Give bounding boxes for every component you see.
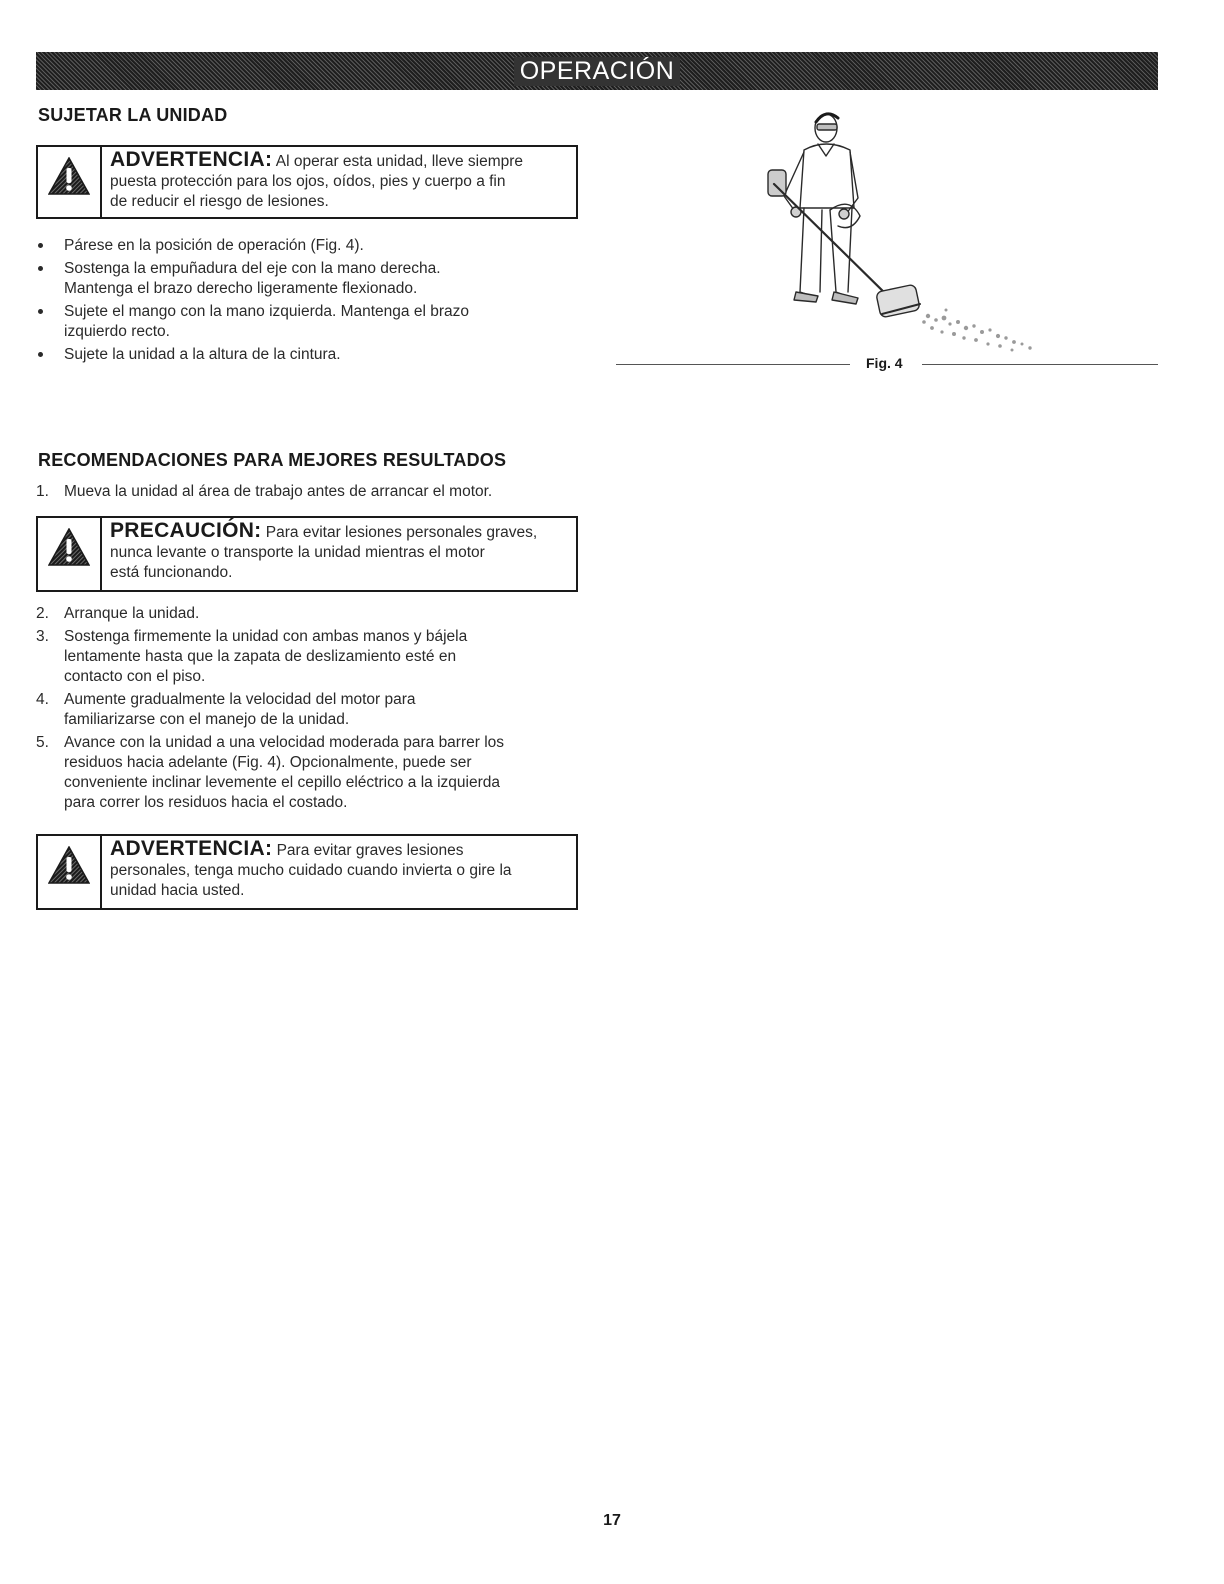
warning-title: ADVERTENCIA: bbox=[110, 148, 273, 171]
bullet-dot bbox=[38, 352, 43, 357]
step-line: residuos hacia adelante (Fig. 4). Opcionalmente, puede ser bbox=[64, 754, 472, 771]
bullet-line: Sujete la unidad a la altura de la cintura. bbox=[64, 346, 341, 363]
bullet-line: Párese en la posición de operación (Fig. 4). bbox=[64, 237, 364, 254]
list-item bbox=[36, 690, 596, 730]
bullet-line: izquierdo recto. bbox=[64, 323, 170, 340]
list-item bbox=[36, 627, 596, 687]
warning-text bbox=[102, 836, 520, 908]
step-list-first bbox=[36, 482, 596, 505]
bullet-dot bbox=[38, 309, 43, 314]
step-number: 1. bbox=[36, 483, 49, 500]
caution-line: nunca levante o transporte la unidad mientras el motor bbox=[110, 544, 485, 561]
bullet-line: Sostenga la empuñadura del eje con la mano derecha. bbox=[64, 260, 441, 277]
figure-rule-left bbox=[616, 364, 850, 365]
warning-line: puesta protección para los ojos, oídos, pies y cuerpo a fin bbox=[110, 173, 506, 190]
warning-box-reverse bbox=[36, 834, 578, 910]
list-item bbox=[36, 302, 596, 342]
bullet-list-holding bbox=[36, 236, 596, 368]
caution-body-start: Para evitar lesiones personales graves, bbox=[265, 524, 538, 541]
warning-title: ADVERTENCIA: bbox=[110, 837, 273, 860]
caution-title: PRECAUCIÓN: bbox=[110, 519, 262, 542]
warning-box-protection bbox=[36, 145, 578, 219]
page-number: 17 bbox=[603, 1512, 621, 1529]
warning-icon-cell bbox=[38, 836, 102, 908]
step-line: lentamente hasta que la zapata de deslizamiento esté en bbox=[64, 648, 457, 665]
warning-line: de reducir el riesgo de lesiones. bbox=[110, 193, 329, 210]
section-banner bbox=[36, 52, 1158, 90]
step-number: 2. bbox=[36, 605, 49, 622]
caution-text bbox=[102, 518, 545, 590]
section-heading-sujetar: SUJETAR LA UNIDAD bbox=[38, 105, 228, 125]
warning-triangle-icon bbox=[48, 528, 90, 566]
step-line: Arranque la unidad. bbox=[64, 605, 200, 622]
step-number: 4. bbox=[36, 691, 49, 708]
figure-rule-right bbox=[922, 364, 1158, 365]
caution-line: está funcionando. bbox=[110, 564, 233, 581]
bullet-line: Sujete el mango con la mano izquierda. Mantenga el brazo bbox=[64, 303, 469, 320]
section-heading-recomendaciones: RECOMENDACIONES PARA MEJORES RESULTADOS bbox=[38, 450, 507, 470]
step-line: Aumente gradualmente la velocidad del motor para bbox=[64, 691, 416, 708]
banner-title: OPERACIÓN bbox=[514, 57, 681, 86]
list-item bbox=[36, 604, 596, 624]
warning-line: personales, tenga mucho cuidado cuando invierta o gire la bbox=[110, 862, 512, 879]
step-line: conveniente inclinar levemente el cepillo eléctrico a la izquierda bbox=[64, 774, 500, 791]
step-line: Mueva la unidad al área de trabajo antes de arrancar el motor. bbox=[64, 483, 493, 500]
warning-text bbox=[102, 147, 531, 217]
step-line: contacto con el piso. bbox=[64, 668, 206, 685]
bullet-dot bbox=[38, 243, 43, 248]
list-item bbox=[36, 733, 596, 813]
figure-operator-illustration bbox=[760, 100, 1050, 362]
warning-icon-cell bbox=[38, 518, 102, 590]
step-number: 3. bbox=[36, 628, 49, 645]
warning-line: unidad hacia usted. bbox=[110, 882, 245, 899]
caution-box-lifting bbox=[36, 516, 578, 592]
step-number: 5. bbox=[36, 734, 49, 751]
warning-body-start: Para evitar graves lesiones bbox=[276, 842, 464, 859]
list-item bbox=[36, 236, 596, 256]
bullet-dot bbox=[38, 266, 43, 271]
figure-caption: Fig. 4 bbox=[866, 355, 903, 371]
step-line: Avance con la unidad a una velocidad moderada para barrer los bbox=[64, 734, 505, 751]
list-item bbox=[36, 482, 596, 502]
step-line: familiarizarse con el manejo de la unidad. bbox=[64, 711, 350, 728]
warning-triangle-icon bbox=[48, 157, 90, 195]
step-line: para correr los residuos hacia el costado. bbox=[64, 794, 348, 811]
step-line: Sostenga firmemente la unidad con ambas manos y bájela bbox=[64, 628, 468, 645]
bullet-line: Mantenga el brazo derecho ligeramente flexionado. bbox=[64, 280, 418, 297]
step-list-rest bbox=[36, 604, 596, 816]
warning-triangle-icon bbox=[48, 846, 90, 884]
warning-body-start: Al operar esta unidad, lleve siempre bbox=[275, 153, 524, 170]
list-item bbox=[36, 345, 596, 365]
warning-icon-cell bbox=[38, 147, 102, 217]
list-item bbox=[36, 259, 596, 299]
